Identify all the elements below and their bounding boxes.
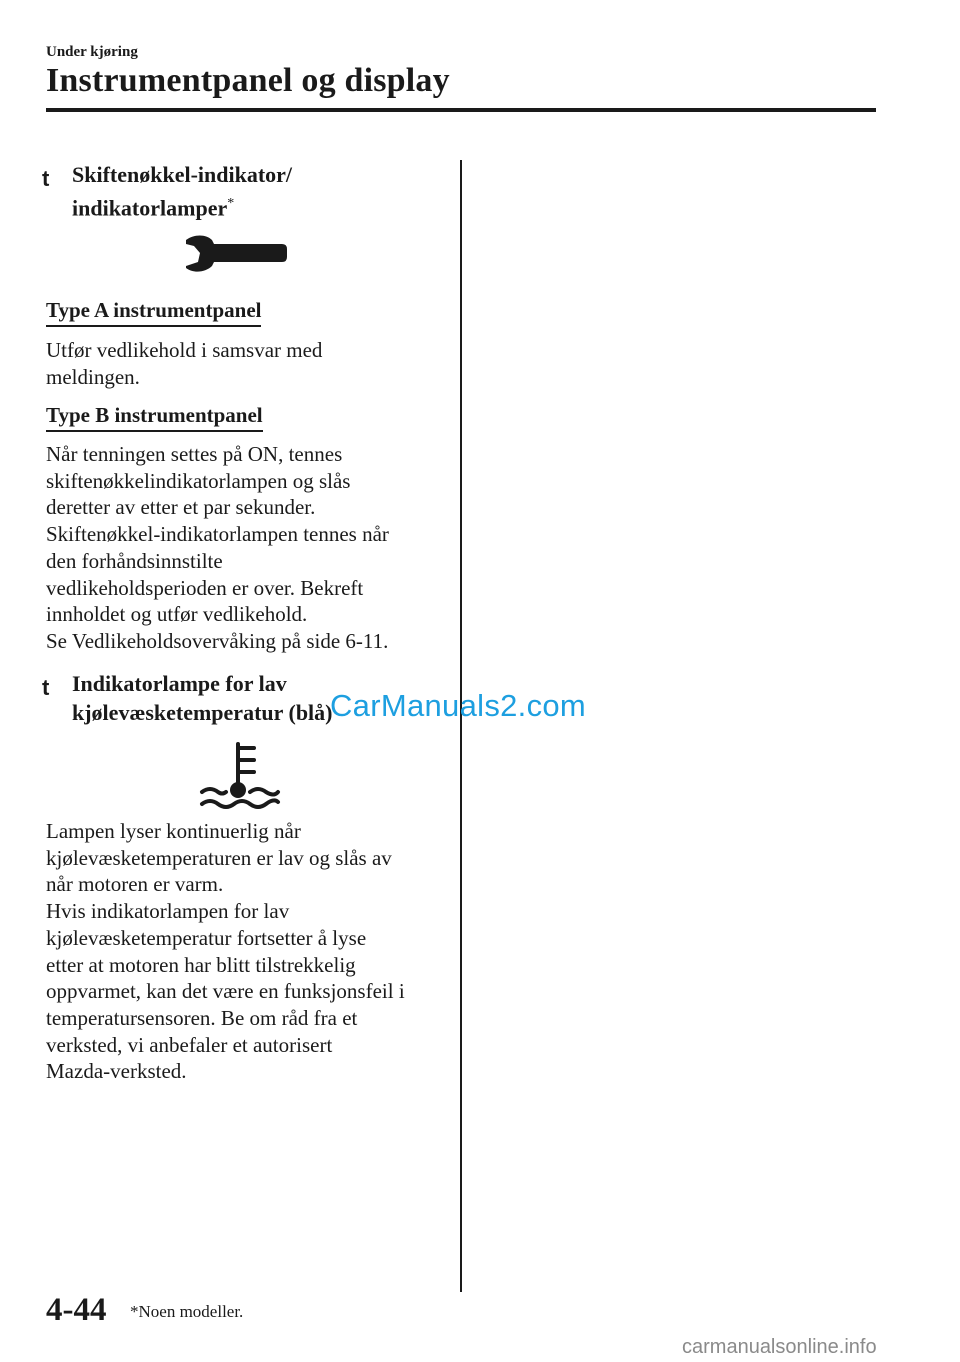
subheading-type-b: Type B instrumentpanel [46,401,263,432]
page-number: 4-44 [46,1292,107,1328]
paragraph-coolant: Lampen lyser kontinuerlig når kjølevæsketemperaturen er lav og slås av når motoren er varm. Hvis indikatorlampen for lav kjølevæsketemperatur fortsetter å lyse etter at motoren har blitt tilstrekkelig oppvarmet, kan det være en funksjonsfeil i temperatursensoren. Be om råd fra et verksted, vi anbefaler et autorisert Mazda-verksted. [46,819,405,1084]
footnote: *Noen modeller. [130,1302,244,1321]
heading-text: indikatorlamper [72,195,228,221]
paragraph-type-a: Utfør vedlikehold i samsvar med meldingen. [46,338,323,389]
heading-line [72,189,432,222]
page-title: Instrumentpanel og display [46,62,450,99]
watermark-text: CarManuals2.com [330,688,587,723]
wrench-icon [184,232,288,280]
coolant-temperature-icon [198,740,282,810]
site-credit: carmanualsonline.info [682,1336,877,1358]
column-divider [460,160,462,1292]
title-rule [46,108,876,112]
bullet-marker: t [42,166,50,191]
paragraph-type-b: Når tenningen settes på ON, tennes skiftenøkkelindikatorlampen og slås deretter av etter et par sekunder. Skiftenøkkel-indikatorlampen tennes når den forhåndsinnstilte vedlikeholdsperioden er over. Bekreft innholdet og utfør vedlikehold. Se Vedlikeholdsovervåking på side 6-11. [46,442,389,653]
section-label: Under kjøring [46,44,138,60]
section-heading-wrench [72,160,432,222]
heading-line: Skiftenøkkel-indikator/ [72,162,293,187]
footnote-asterisk: * [227,196,235,211]
subheading-type-a: Type A instrumentpanel [46,296,261,327]
heading-line: Indikatorlampe for lav [72,671,287,696]
bullet-marker: t [42,675,50,700]
heading-line: kjølevæsketemperatur (blå) [72,700,333,725]
